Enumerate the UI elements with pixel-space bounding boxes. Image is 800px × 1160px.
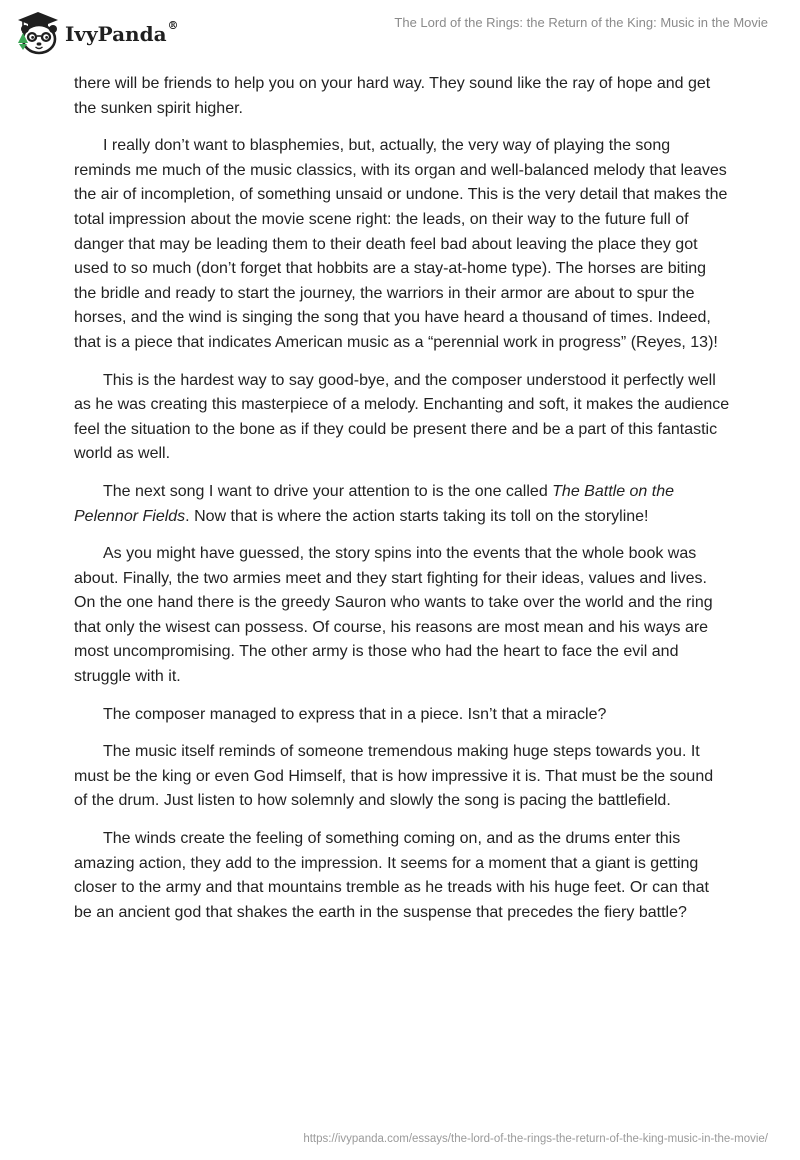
panda-graduate-icon <box>14 9 62 57</box>
paragraph-6: The composer managed to express that in a piece. Isn’t that a miracle? <box>103 705 607 723</box>
document-title: The Lord of the Rings: the Return of the King: Music in the Movie <box>394 15 768 30</box>
essay-body <box>74 72 730 938</box>
brand-logo-link[interactable] <box>14 9 179 57</box>
paragraph-8: The winds create the feeling of something coming on, and as the drums enter this amazing action, they add to the impression. It seems for a moment that a giant is getting closer to the army and that mountains tremble as he treads with his huge feet. Or can that be an ancient god that shakes the earth in the suspense that precedes the fiery battle? <box>74 830 709 921</box>
paragraph-1: there will be friends to help you on your hard way. They sound like the ray of hope and get the sunken spirit higher. <box>74 75 711 117</box>
paragraph-4 <box>74 480 730 529</box>
page-header <box>0 0 800 70</box>
paragraph-3: This is the hardest way to say good-bye, and the composer understood it perfectly well as he was creating this masterpiece of a melody. Enchanting and soft, it makes the audience feel the situation to the bone as if they could be present there and be a part of this fantastic world as well. <box>74 371 730 463</box>
paragraph-5: As you might have guessed, the story spins into the events that the whole book was about. Finally, the two armies meet and they start fighting for their ideas, values and lives. On the one hand there is the greedy Sauron who wants to take over the world and the ring that only the wisest can possess. Of course, his reasons are most mean and his ways are most uncompromising. The other army is those who had the heart to face the evil and struggle with it. <box>74 545 713 686</box>
registered-mark: ® <box>167 19 179 32</box>
paragraph-7: The music itself reminds of someone tremendous making huge steps towards you. It must be the king or even God Himself, that is how impressive it is. That must be the sound of the drum. Just listen to how solemnly and slowly the song is pacing the battlefield. <box>74 743 714 810</box>
paragraph-4-text-after: . Now that is where the action starts taking its toll on the storyline! <box>185 507 649 525</box>
paragraph-4-text-before: The next song I want to drive your attention to is the one called <box>103 482 553 500</box>
source-url-link[interactable]: https://ivypanda.com/essays/the-lord-of-the-rings-the-return-of-the-king-music-in-the-movie/ <box>303 1133 768 1145</box>
paragraph-2: I really don’t want to blasphemies, but, actually, the very way of playing the song reminds me much of the music classics, with its organ and well-balanced melody that leaves the air of incompletion, of something unsaid or undone. This is the very detail that makes the total impression about the movie scene right: the leads, on their way to the future full of danger that may be leading them to their death feel bad about leaving the place they got used to so much (don’t forget that hobbits are a stay-at-home type). The horses are biting the bridle and ready to start the journey, the warriors in their armor are about to spur the horses, and the wind is singing the song that you have heard a thousand of times. Indeed, that is a piece that indicates American music as a “perennial work in progress” (Reyes, 13)! <box>74 137 728 351</box>
song-title-italic: The Battle on the Pelennor Fields <box>74 482 675 525</box>
brand-name: IvyPanda® <box>65 19 179 46</box>
